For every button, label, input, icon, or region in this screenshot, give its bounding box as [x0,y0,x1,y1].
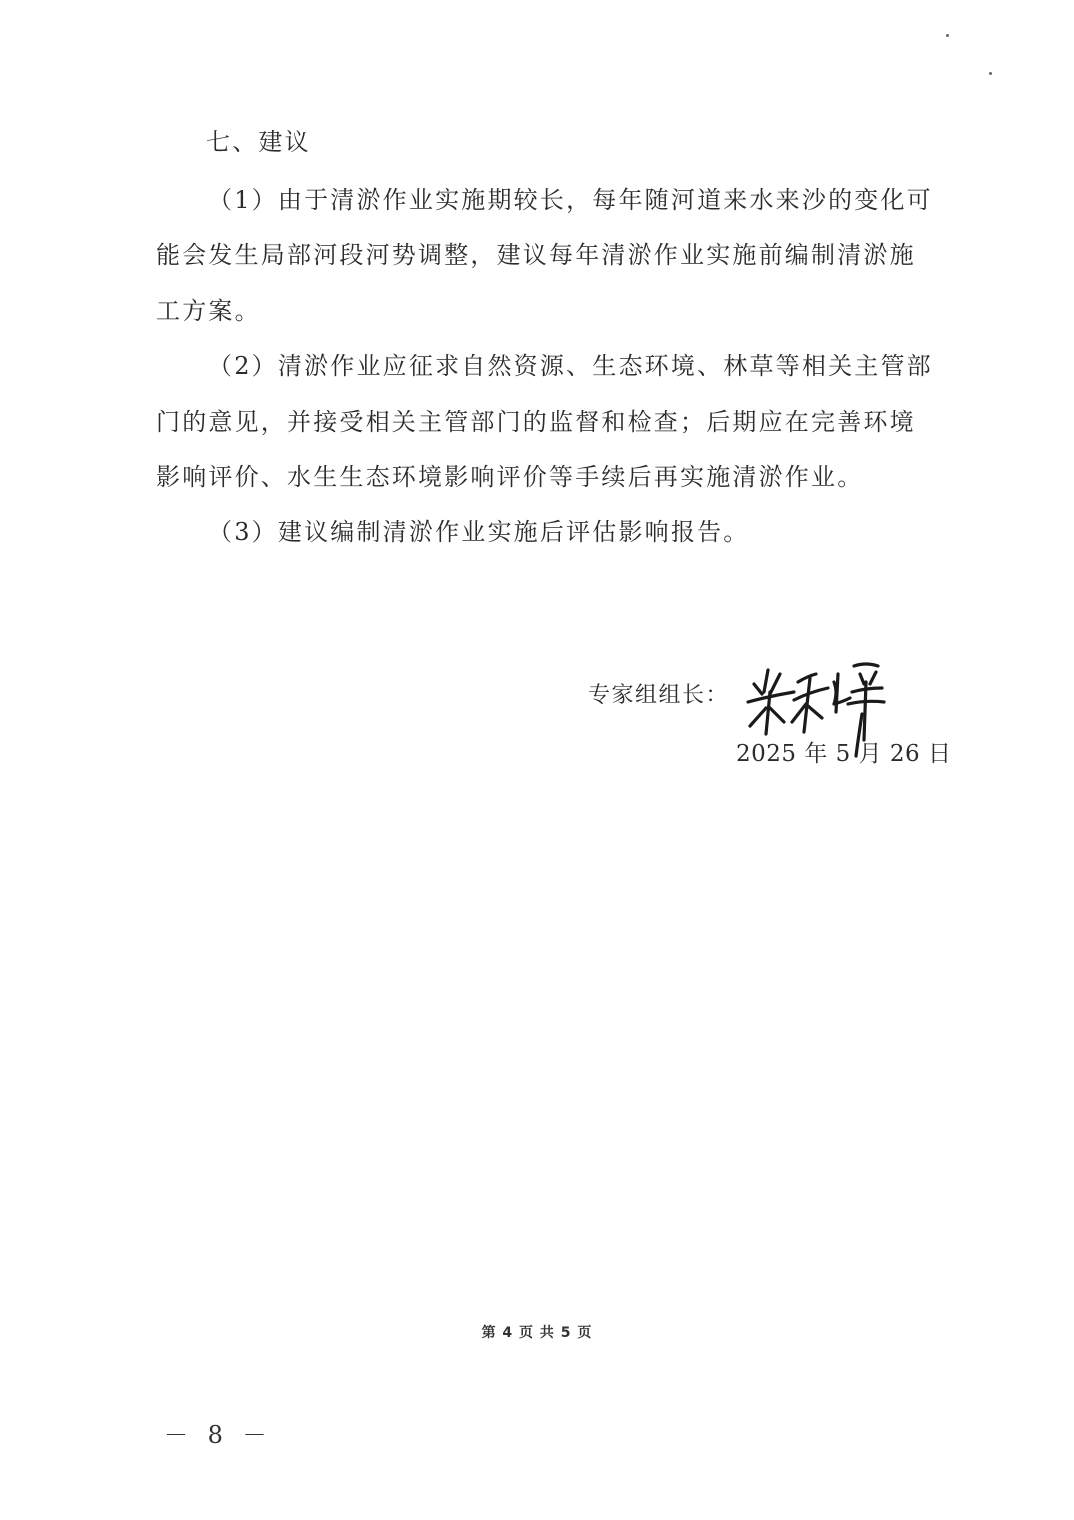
scan-speck [989,72,992,75]
scan-speck [946,34,949,37]
recommendation-line: 门的意见，并接受相关主管部门的监督和检查；后期应在完善环境 [156,408,916,436]
recommendation-line: （2）清淤作业应征求自然资源、生态环境、林草等相关主管部 [208,352,933,380]
signature-date: 2025 年 5 月 26 日 [736,741,952,767]
recommendation-line: 影响评价、水生生态环境影响评价等手续后再实施清淤作业。 [156,463,864,491]
recommendation-line: 工方案。 [156,297,261,325]
document-page-number: － 8 － [164,1421,273,1449]
recommendation-line: 能会发生局部河段河势调整，建议每年清淤作业实施前编制清淤施 [156,241,916,269]
recommendation-line: （1）由于清淤作业实施期较长，每年随河道来水来沙的变化可 [208,186,933,214]
section-heading: 七、建议 [206,128,311,156]
page-of-total: 第 4 页 共 5 页 [481,1325,593,1341]
recommendation-line: （3）建议编制清淤作业实施后评估影响报告。 [208,518,750,546]
signature-label: 专家组组长： [588,683,730,708]
